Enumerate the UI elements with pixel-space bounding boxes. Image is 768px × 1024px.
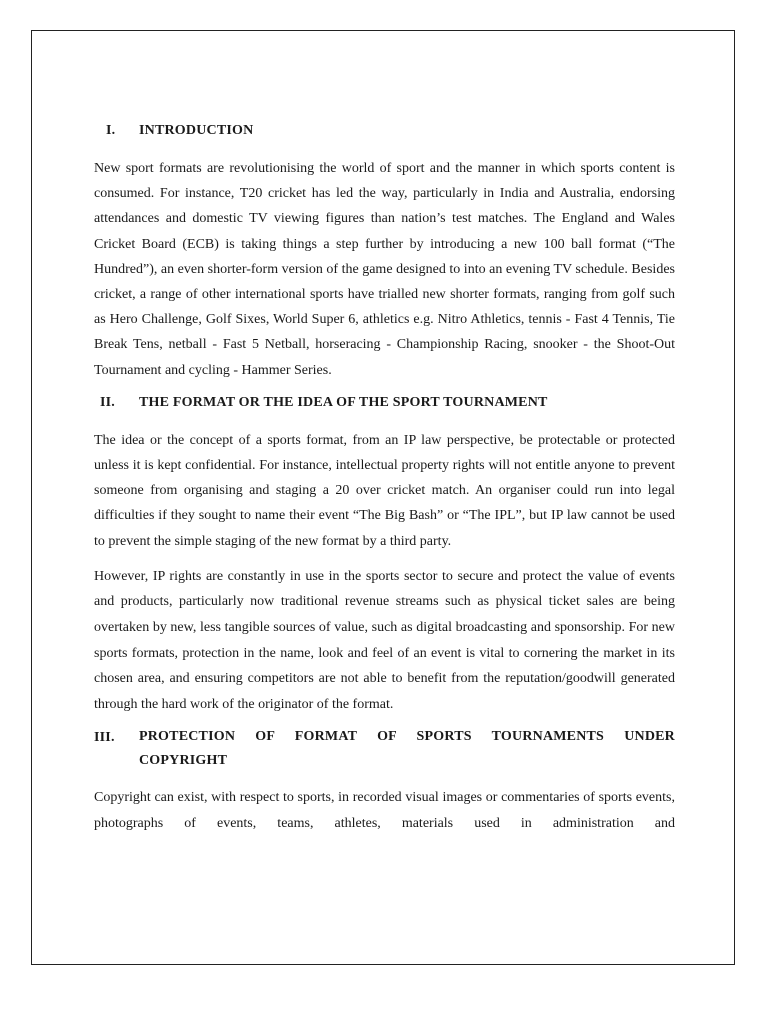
- paragraph: The idea or the concept of a sports format, from an IP law perspective, be protectable or protected unless it is kept confidential. For instance, intellectual property rights will not entitle anyone to prevent someone from organising and staging a 20 over cricket match. An organiser could run into legal difficulties if they sought to name their event “The Big Bash” or “The IPL”, but IP law cannot be used to prevent the simple staging of the new format by a third party.: [94, 432, 675, 549]
- paragraph: However, IP rights are constantly in use in the sports sector to secure and protect the value of events and products, particularly now traditional revenue streams such as physical ticket sales are being overtaken by new, less tangible sources of value, such as digital broadcasting and sponsorship. For new sports formats, protection in the name, look and feel of an event is vital to cornering the market in its chosen area, and ensuring competitors are not able to benefit from the reputation/goodwill generated through the hard work of the originator of the format.: [94, 568, 675, 712]
- section-title: INTRODUCTION: [139, 123, 254, 138]
- section-title-line: COPYRIGHT: [139, 753, 228, 769]
- section-title: [139, 725, 675, 773]
- document-body: [94, 118, 675, 837]
- section-heading-copyright: [94, 725, 675, 773]
- section-title: THE FORMAT OR THE IDEA OF THE SPORT TOURNAMENT: [139, 394, 548, 410]
- section-number: II.: [100, 394, 115, 410]
- paragraph: New sport formats are revolutionising the world of sport and the manner in which sports content is consumed. For instance, T20 cricket has led the way, particularly in India and Australia, endorsing attendances and domestic TV viewing figures than nation’s test matches. The England and Wales Cricket Board (ECB) is taking things a step further by introducing a new 100 ball format (“The Hundred”), an even shorter-form version of the game designed to into an evening TV schedule. Besides cricket, a range of other international sports have trialled new shorter formats, ranging from golf such as Hero Challenge, Golf Sixes, World Super 6, athletics e.g. Nitro Athletics, tennis - Fast 4 Tennis, Tie Break Tens, netball - Fast 5 Netball, horseracing - Championship Racing, snooker - the Shoot-Out Tournament and cycling - Hammer Series.: [94, 161, 675, 378]
- section-heading-format-idea: [94, 390, 675, 415]
- paragraph: Copyright can exist, with respect to sports, in recorded visual images or commentaries of sports events, photographs of events, teams, athletes, materials used in administration and: [94, 790, 675, 831]
- section-number: I.: [106, 123, 116, 138]
- section-title-line: PROTECTION OF FORMAT OF SPORTS TOURNAMENTS UNDER: [139, 729, 675, 745]
- section-number: III.: [94, 730, 115, 746]
- section-heading-introduction: [94, 118, 675, 143]
